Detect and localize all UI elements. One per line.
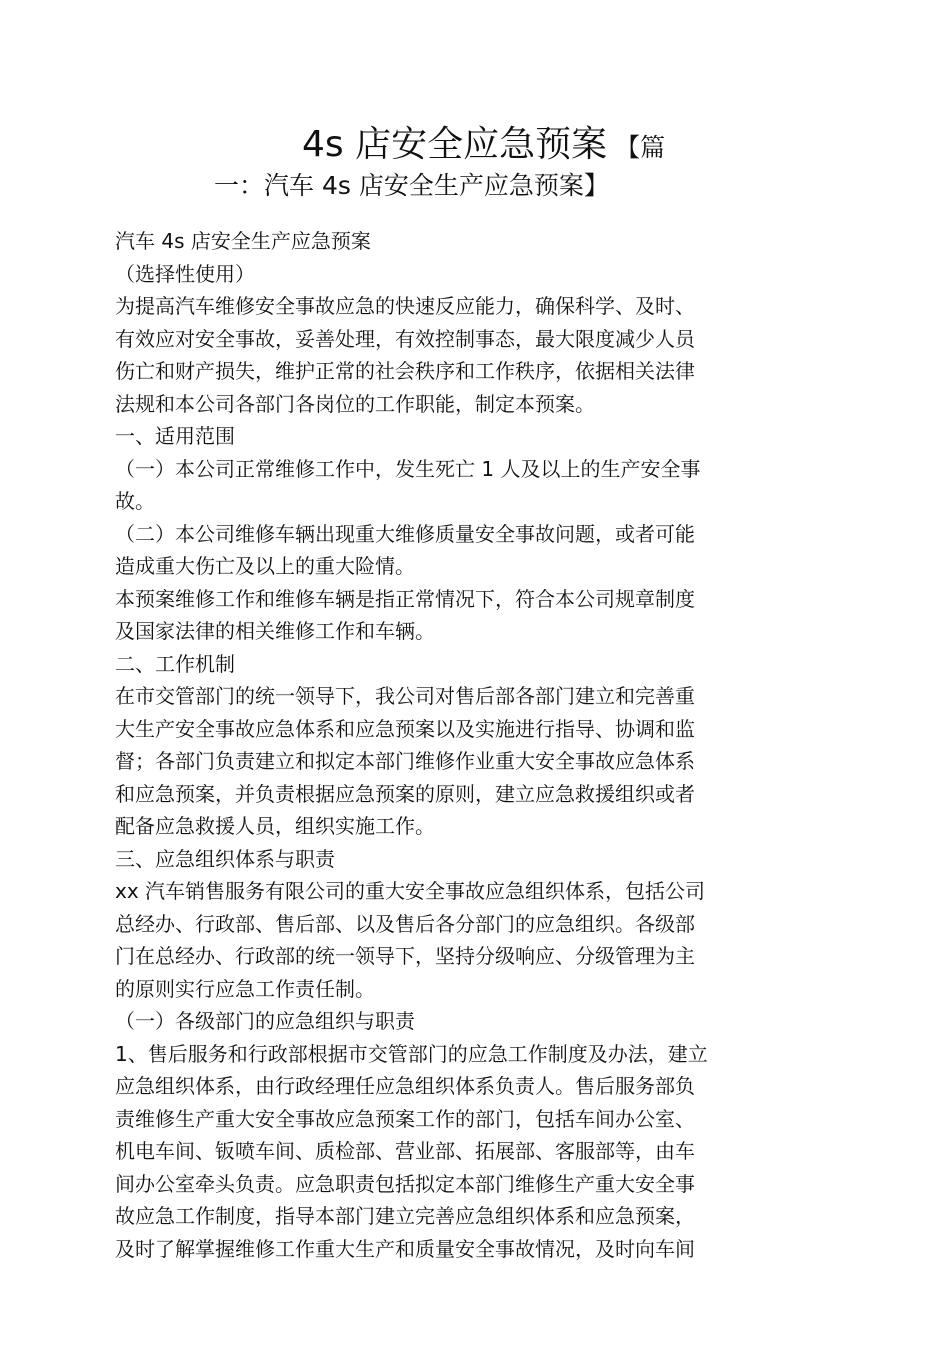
body-line: 有效应对安全事故，妥善处理，有效控制事态，最大限度减少人员 xyxy=(115,326,695,351)
body-line: 机电车间、钣喷车间、质检部、营业部、拓展部、客服部等，由车 xyxy=(115,1139,695,1163)
body-line: 和应急预案，并负责根据应急预案的原则，建立应急救援组织或者 xyxy=(115,781,695,806)
body-line: 配备应急救援人员，组织实施工作。 xyxy=(115,814,435,838)
body-line: 的原则实行应急工作责任制。 xyxy=(115,976,375,1001)
body-line: 在市交管部门的统一领导下，我公司对售后部各部门建立和完善重 xyxy=(115,684,695,708)
body-line: 及时了解掌握维修工作重大生产和质量安全事故情况，及时向车间 xyxy=(115,1236,695,1261)
section-heading: 三、应急组织体系与职责 xyxy=(115,846,335,871)
body-line: 门在总经办、行政部的统一领导下，坚持分级响应、分级管理为主 xyxy=(115,944,695,968)
body-line: 汽车 4s 店安全生产应急预案 xyxy=(115,229,371,253)
body-line: 为提高汽车维修安全事故应急的快速反应能力，确保科学、及时、 xyxy=(115,294,695,318)
body-line: 本预案维修工作和维修车辆是指正常情况下，符合本公司规章制度 xyxy=(115,586,695,611)
body-line: 伤亡和财产损失，维护正常的社会秩序和工作秩序，依据相关法律 xyxy=(115,359,695,383)
body-line: 总经办、行政部、售后部、以及售后各分部门的应急组织。各级部 xyxy=(115,911,695,936)
section-heading: 一、适用范围 xyxy=(115,424,235,448)
subsection-heading: （一）各级部门的应急组织与职责 xyxy=(115,1009,415,1033)
body-line: 大生产安全事故应急体系和应急预案以及实施进行指导、协调和监 xyxy=(115,716,695,741)
body-line: （选择性使用） xyxy=(115,261,255,286)
body-line: 造成重大伤亡及以上的重大险情。 xyxy=(115,554,415,578)
body-line: 督；各部门负责建立和拟定本部门维修作业重大安全事故应急体系 xyxy=(115,749,695,773)
body-line: （二）本公司维修车辆出现重大维修质量安全事故问题，或者可能 xyxy=(115,521,695,546)
body-line: 应急组织体系，由行政经理任应急组织体系负责人。售后服务部负 xyxy=(115,1074,695,1098)
section-heading: 二、工作机制 xyxy=(115,651,235,676)
body-line: 责维修生产重大安全事故应急预案工作的部门，包括车间办公室、 xyxy=(115,1106,695,1131)
body-line: 故。 xyxy=(115,489,155,513)
document-body xyxy=(115,225,805,1265)
body-line: （一）本公司正常维修工作中，发生死亡 1 人及以上的生产安全事 xyxy=(115,456,701,481)
body-line: 法规和本公司各部门各岗位的工作职能，制定本预案。 xyxy=(115,391,595,416)
title-main: 4s 店安全应急预案 xyxy=(302,124,608,165)
body-line: xx 汽车销售服务有限公司的重大安全事故应急组织体系，包括公司 xyxy=(115,879,706,903)
title-tail: 【篇 xyxy=(615,133,666,162)
body-line: 1、售后服务和行政部根据市交管部门的应急工作制度及办法，建立 xyxy=(115,1041,708,1066)
body-line: 间办公室牵头负责。应急职责包括拟定本部门维修生产重大安全事 xyxy=(115,1171,695,1196)
document-subtitle: 一：汽车 4s 店安全生产应急预案】 xyxy=(214,171,609,200)
body-line: 及国家法律的相关维修工作和车辆。 xyxy=(115,619,435,643)
body-line: 故应急工作制度，指导本部门建立完善应急组织体系和应急预案， xyxy=(115,1204,695,1228)
